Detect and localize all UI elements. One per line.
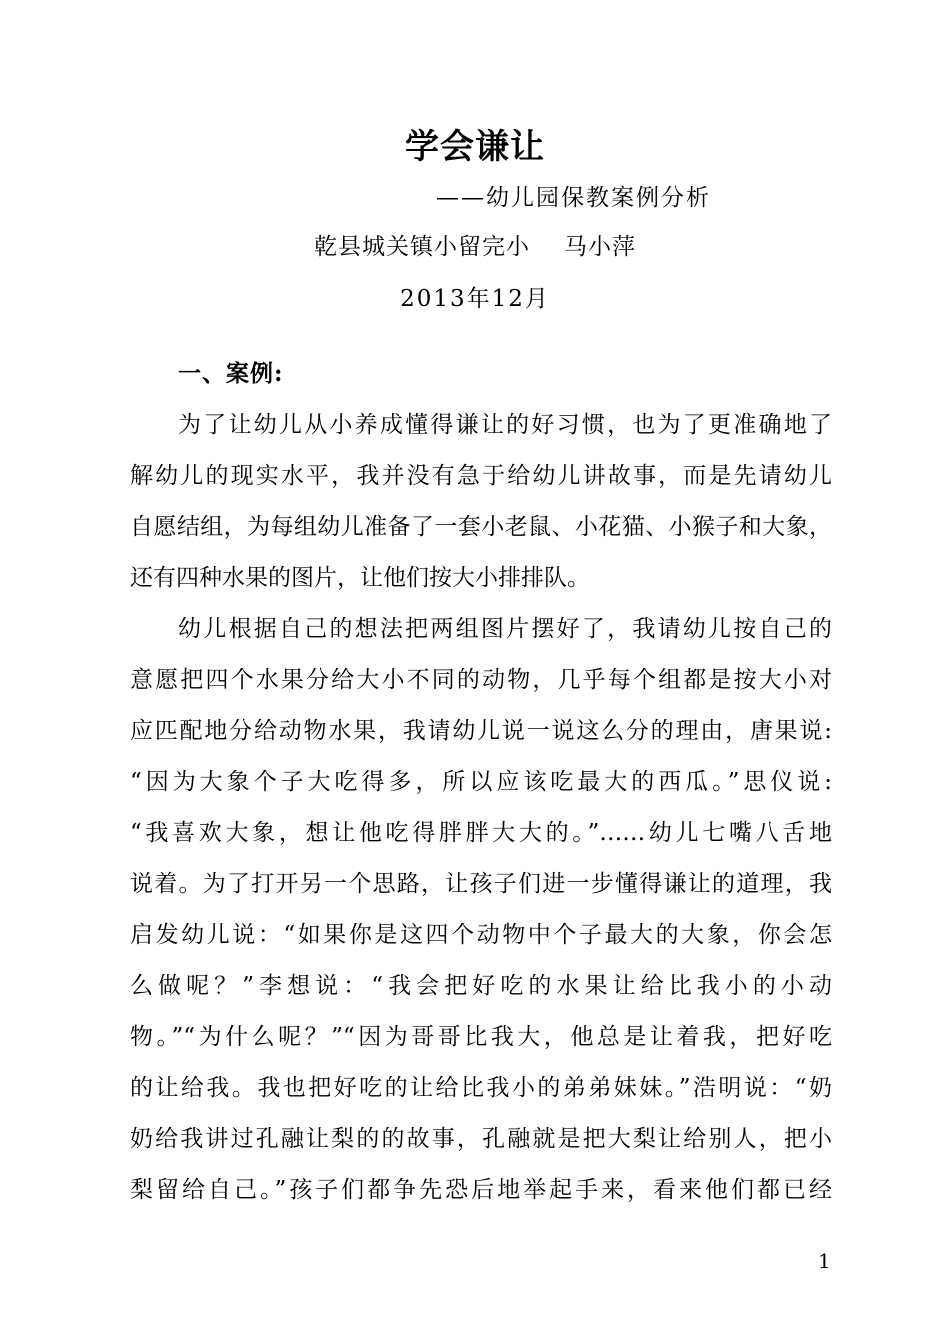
paragraph-line: 物。”“为什么呢？”“因为哥哥比我大，他总是让着我，把好吃 <box>130 1024 832 1050</box>
document-title: 学会谦让 <box>405 127 545 167</box>
paragraph-2 <box>130 604 832 1216</box>
paragraph-line: 应匹配地分给动物水果，我请幼儿说一说这么分的理由，唐果说: <box>130 718 832 744</box>
author-line <box>0 228 950 266</box>
paragraph-line: 为了让幼儿从小养成懂得谦让的好习惯，也为了更准确地了 <box>178 412 832 438</box>
paragraph-1 <box>130 400 832 604</box>
document-body <box>130 400 832 1216</box>
paragraph-line: 还有四种水果的图片，让他们按大小排排队。 <box>130 565 590 591</box>
paragraph-line: 梨留给自己。”孩子们都争先恐后地举起手来，看来他们都已经 <box>130 1177 832 1203</box>
page-number: 1 <box>818 1249 831 1273</box>
paragraph-line: 说着。为了打开另一个思路，让孩子们进一步懂得谦让的道理，我 <box>130 871 832 897</box>
paragraph-line: 奶给我讲过孔融让梨的的故事，孔融就是把大梨让给别人，把小 <box>130 1126 832 1152</box>
paragraph-line: 么做呢？”李想说：“我会把好吃的水果让给比我小的小动 <box>130 973 832 999</box>
paragraph-line: 启发幼儿说：“如果你是这四个动物中个子最大的大象，你会怎 <box>130 922 832 948</box>
paragraph-line: “我喜欢大象，想让他吃得胖胖大大的。”……幼儿七嘴八舌地 <box>130 820 832 846</box>
author-school: 乾县城关镇小留完小 <box>314 234 530 260</box>
paragraph-line: “因为大象个子大吃得多，所以应该吃最大的西瓜。”思仪说: <box>130 769 832 795</box>
paragraph-line: 意愿把四个水果分给大小不同的动物，几乎每个组都是按大小对 <box>130 667 832 693</box>
document-date: 2013年12月 <box>400 286 550 312</box>
section-heading: 一、案例: <box>178 360 284 387</box>
paragraph-line: 幼儿根据自己的想法把两组图片摆好了，我请幼儿按自己的 <box>178 616 832 642</box>
paragraph-line: 的让给我。我也把好吃的让给比我小的弟弟妹妹。”浩明说：“奶 <box>130 1075 832 1101</box>
author-name: 马小萍 <box>564 234 636 260</box>
paragraph-line: 自愿结组，为每组幼儿准备了一套小老鼠、小花猫、小猴子和大象， <box>130 514 832 540</box>
paragraph-line: 解幼儿的现实水平，我并没有急于给幼儿讲故事，而是先请幼儿 <box>130 463 832 489</box>
document-subtitle: ——幼儿园保教案例分析 <box>436 185 711 211</box>
